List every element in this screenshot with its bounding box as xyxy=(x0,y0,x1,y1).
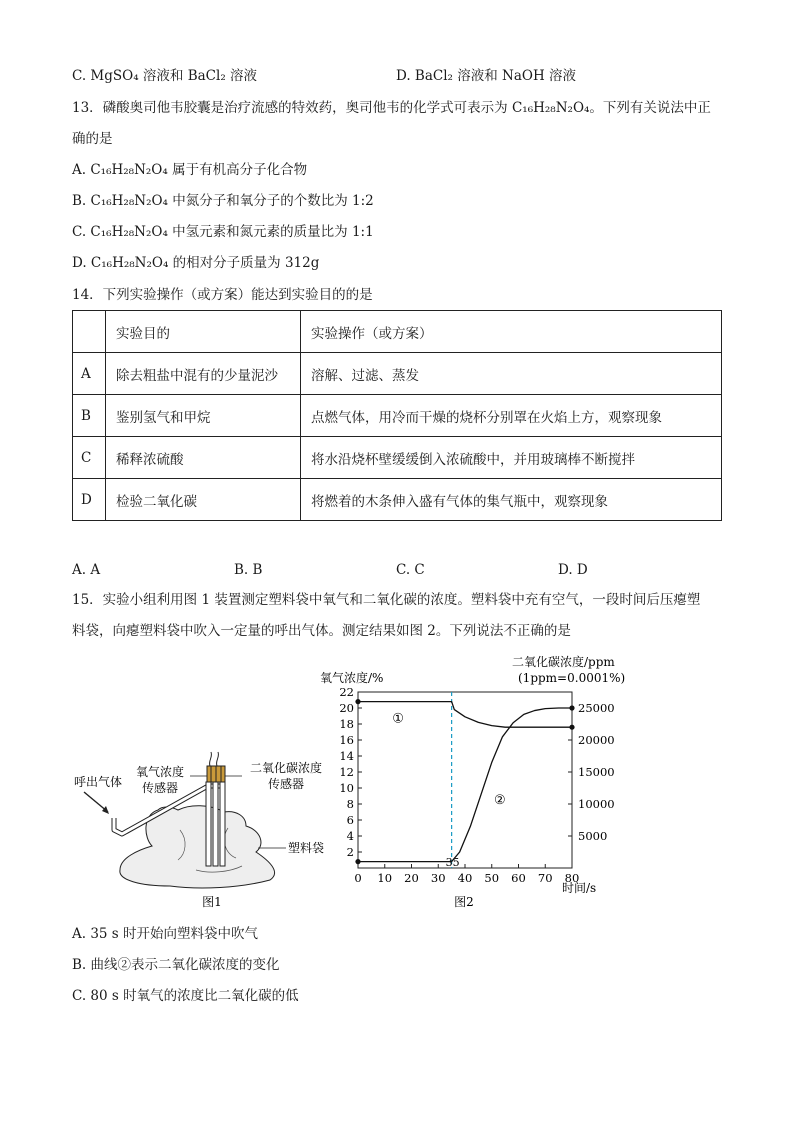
plastic-bag xyxy=(120,806,275,888)
q12-options xyxy=(72,66,752,86)
y2-tick-label: 5000 xyxy=(578,829,608,843)
x-axis-title: 时间/s xyxy=(562,881,597,895)
plot-frame xyxy=(358,692,572,868)
y-tick-label: 16 xyxy=(339,733,354,747)
y-tick-label: 12 xyxy=(339,765,354,779)
table-header-cell xyxy=(73,311,106,353)
table-cell: 除去粗盐中混有的少量泥沙 xyxy=(106,353,301,395)
figure-1-caption: 图1 xyxy=(202,895,222,909)
table-cell: 溶解、过滤、蒸发 xyxy=(301,353,722,395)
y2-tick-label: 20000 xyxy=(578,733,615,747)
table-cell: B xyxy=(73,395,106,437)
plastic-bag-label: 塑料袋 xyxy=(288,841,325,855)
experiment-table xyxy=(72,310,722,521)
q15-stem-line1: 15．实验小组利用图 1 装置测定塑料袋中氧气和二氧化碳的浓度。塑料袋中充有空气，一段时间后压瘪塑 xyxy=(72,592,701,608)
curve-1-label: ① xyxy=(392,711,404,727)
table-row xyxy=(73,479,722,521)
y2-axis-note: (1ppm=0.0001%) xyxy=(518,671,626,685)
table-row xyxy=(73,437,722,479)
marker-35-label: 35 xyxy=(445,856,460,869)
table-header-row xyxy=(73,311,722,353)
table-cell: A xyxy=(73,353,106,395)
y2-tick-label: 25000 xyxy=(578,701,615,715)
x-tick-label: 10 xyxy=(377,871,393,885)
table-cell: 检验二氧化碳 xyxy=(106,479,301,521)
q14-answer-d: D. D xyxy=(558,562,588,578)
table-row xyxy=(73,395,722,437)
q12-option-c: C. MgSO₄ 溶液和 BaCl₂ 溶液 xyxy=(72,68,258,84)
y-axis-title: 氧气浓度/% xyxy=(320,671,384,685)
x-tick-label: 40 xyxy=(457,871,473,885)
q15-stem-line2: 料袋，向瘪塑料袋中吹入一定量的呼出气体。测定结果如图 2。下列说法不正确的是 xyxy=(72,623,571,639)
q13-stem-line2: 确的是 xyxy=(72,131,113,147)
q15-option-c: C. 80 s 时氧气的浓度比二氧化碳的低 xyxy=(72,988,299,1004)
y2-axis-title: 二氧化碳浓度/ppm xyxy=(512,655,615,669)
table-cell: 鉴别氢气和甲烷 xyxy=(106,395,301,437)
table-row xyxy=(73,353,722,395)
o2-sensor-label-line1: 氧气浓度 xyxy=(135,765,185,779)
q13-option-d: D. C₁₆H₂₈N₂O₄ 的相对分子质量为 312g xyxy=(72,255,320,271)
q14-answer-a: A. A xyxy=(72,562,101,578)
series-1-start-point xyxy=(355,699,360,704)
q14-answer-c: C. C xyxy=(396,562,425,578)
q15-option-b: B. 曲线②表示二氧化碳浓度的变化 xyxy=(72,957,280,973)
q13-option-b: B. C₁₆H₂₈N₂O₄ 中氮分子和氧分子的个数比为 1:2 xyxy=(72,193,374,209)
q14-answer-b: B. B xyxy=(234,562,263,578)
q13-stem-line1: 13．磷酸奥司他韦胶囊是治疗流感的特效药，奥司他韦的化学式可表示为 C₁₆H₂₈N₂O₄。下列有关说法中正 xyxy=(72,100,711,116)
table-cell: C xyxy=(73,437,106,479)
x-tick-label: 60 xyxy=(511,871,526,885)
x-tick-label: 0 xyxy=(354,871,362,885)
y-tick-label: 14 xyxy=(339,749,354,763)
y-tick-label: 10 xyxy=(339,781,354,795)
figure-2-chart xyxy=(310,650,640,912)
y-tick-label: 22 xyxy=(339,685,354,699)
y-tick-label: 2 xyxy=(346,845,354,859)
x-tick-label: 70 xyxy=(537,871,553,885)
exhaled-breath-label: 呼出气体 xyxy=(74,775,123,789)
series-2-start-point xyxy=(355,859,360,864)
x-tick-label: 50 xyxy=(484,871,500,885)
o2-sensor-label-line2: 传感器 xyxy=(141,781,179,795)
q12-option-d: D. BaCl₂ 溶液和 NaOH 溶液 xyxy=(396,68,577,84)
curve-2-label: ② xyxy=(493,793,506,808)
y-tick-label: 8 xyxy=(346,797,354,811)
figure-2-caption: 图2 xyxy=(454,895,474,909)
y2-tick-label: 10000 xyxy=(578,797,615,811)
table-cell: 稀释浓硫酸 xyxy=(106,437,301,479)
series-1-line xyxy=(358,702,572,728)
x-tick-label: 80 xyxy=(564,871,580,885)
table-header-cell: 实验操作（或方案） xyxy=(301,311,722,353)
series-2-end-point xyxy=(569,705,574,710)
q14-answer-options xyxy=(72,560,752,580)
y2-tick-label: 15000 xyxy=(578,765,615,779)
y-tick-label: 18 xyxy=(339,717,354,731)
figure-1-apparatus xyxy=(60,730,340,910)
table-cell: 将燃着的木条伸入盛有气体的集气瓶中，观察现象 xyxy=(301,479,722,521)
series-1-end-point xyxy=(569,725,574,730)
table-cell: 点燃气体，用冷而干燥的烧杯分别罩在火焰上方，观察现象 xyxy=(301,395,722,437)
y-tick-label: 6 xyxy=(346,813,354,827)
x-tick-label: 30 xyxy=(430,871,446,885)
table-header-cell: 实验目的 xyxy=(106,311,301,353)
q14-stem: 14．下列实验操作（或方案）能达到实验目的的是 xyxy=(72,287,373,303)
x-tick-label: 20 xyxy=(404,871,419,885)
q13-option-c: C. C₁₆H₂₈N₂O₄ 中氢元素和氮元素的质量比为 1:1 xyxy=(72,224,374,240)
q13-option-a: A. C₁₆H₂₈N₂O₄ 属于有机高分子化合物 xyxy=(72,162,308,178)
co2-sensor-label-line1: 二氧化碳浓度 xyxy=(249,761,323,775)
co2-sensor-label-line2: 传感器 xyxy=(267,777,305,791)
series-2-line xyxy=(358,708,572,862)
y-tick-label: 4 xyxy=(346,829,354,843)
table-cell: 将水沿烧杯壁缓缓倒入浓硫酸中，并用玻璃棒不断搅拌 xyxy=(301,437,722,479)
q15-option-a: A. 35 s 时开始向塑料袋中吹气 xyxy=(72,926,259,942)
table-cell: D xyxy=(73,479,106,521)
y-tick-label: 20 xyxy=(339,701,354,715)
